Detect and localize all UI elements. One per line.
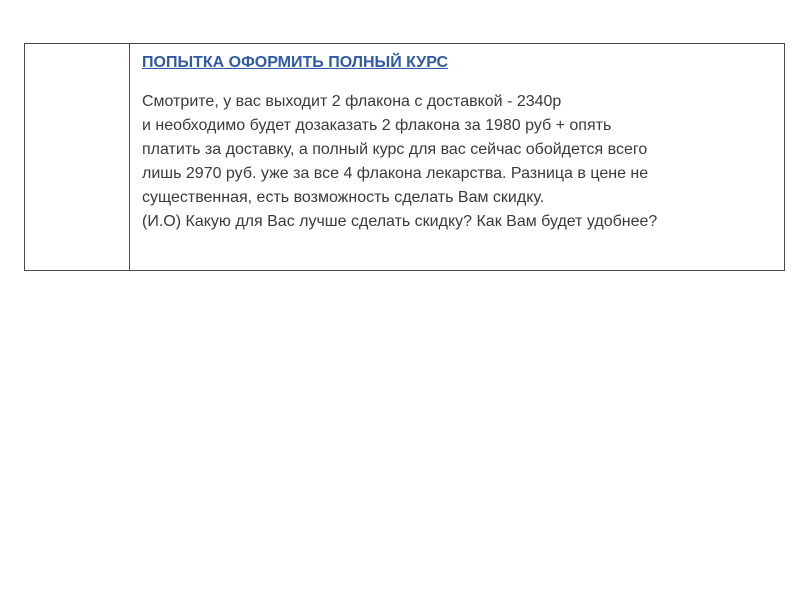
text-line: существенная, есть возможность сделать Вам скидку. (142, 189, 545, 206)
text-line: и необходимо будет дозаказать 2 флакона за 1980 руб + опять (142, 117, 612, 134)
content-cell (130, 44, 785, 271)
text-line: Смотрите, у вас выходит 2 флакона с доставкой - 2340р (142, 93, 562, 110)
script-table (24, 43, 785, 271)
text-line: лишь 2970 руб. уже за все 4 флакона лекарства. Разница в цене не (142, 165, 649, 182)
content-block (130, 44, 784, 234)
section-heading: ПОПЫТКА ОФОРМИТЬ ПОЛНЫЙ КУРС (142, 54, 449, 71)
text-line: платить за доставку, а полный курс для вас сейчас обойдется всего (142, 141, 648, 158)
table-row (25, 44, 785, 271)
text-line: (И.О) Какую для Вас лучше сделать скидку? Как Вам будет удобнее? (142, 213, 658, 230)
empty-label-cell (25, 44, 130, 271)
